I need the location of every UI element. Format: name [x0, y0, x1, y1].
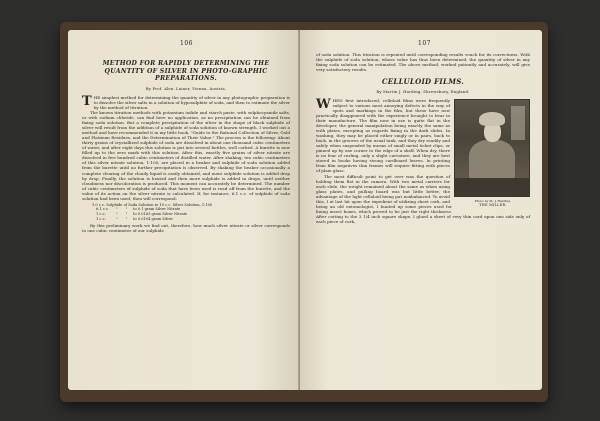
paragraph: By this preliminary work we find out, therefore, how much silver nitrate or silver corresponds to one cubic centimeter of our sulphide: [82, 223, 290, 234]
photo-figure-body: [469, 140, 515, 180]
paragraph: [82, 95, 290, 110]
miller-photo: [454, 99, 530, 197]
page-content: [316, 52, 530, 224]
drop-cap: W: [316, 96, 331, 112]
photo-credit: Photo by M. J. Harding.: [474, 198, 512, 203]
right-page: [300, 30, 542, 390]
photo-sill: [455, 178, 529, 196]
drop-cap: T: [82, 93, 92, 109]
page-number: 107: [418, 40, 431, 47]
paragraph-text: HEN first introduced, celluloid films were frequently subject to various most annoying defects in the way of spots and markings in the film, but these have now practically disappeared with the experience brought to bear in their manufacture. The film now in use is quite flat in the developer, the general manipulation being exactly the same as with plates, excepting as regards fixing in the dark slides. In washing, they may be placed either singly or in pairs, back to back, in the grooves of the usual tank, and they dry readily and safely when suspended by means of small metal ticket clips, or pinned up by one corner to the edge of a shelf. When dry, there is no fear of curling, only a slight curvature, and they are best stored in books having strong cardboard leaves. In printing from film negatives thin frames will require fitting with pieces of plain glass.: [316, 97, 450, 174]
table-row: 6.1 c.c. " " to 0.1 gram Silver Nitrate: [96, 207, 181, 212]
titration-table: [92, 202, 290, 221]
paragraph: of soda solution. This titration is repeated until corresponding results vouch for its correctness. With the sulphide of soda solution, whose value has thus been determined, the quantity of silver in any fixing soda solution can be estimated. The above method, worked patiently and accurately, will give very satisfactory results.: [316, 52, 530, 73]
paragraph: The known titration methods with potassium iodide and starch paste, with sulphocyanide salts, or with sodium chloride, can find here no application, as no precipitation can be obtained from fixing soda solution. But a complete precipitation of the silver in the shape of black sulphide of silver will result from the addition of a sulphide of soda solution of known strength. I worked out a method and have recommended it in my little book, "Guide to the Rational Collection of Silver, Gold and Platinum Residues, and the Determination of Their Value." The process is the following: About thirty grains of crystallized sulphide of soda are dissolved in about one thousand cubic centimeters of water, and after eight days this solution is put into several bottles, well corked. A burette is now filled up to the zero mark with this solution. After this, exactly five grains of silver nitrate are dissolved in five hundred cubic centimeters of distilled water. After shaking, ten cubic centimeters of this silver nitrate solution, 1:100, are placed in a beaker and sulphide of soda solution added from the burette until no further precipitation is observed. By shaking the beaker occasionally a complete clearing of the cloudy liquid is easily obtained, and more sulphide solution is added drop by drop. Finally, the solution is heated and then more sulphide is added in drops, until neither cloudiness nor discoloration is produced. This moment can accurately be determined. The number of cubic centimeters of sulphide of soda that have been used is read off from the burette, and the value of its action on the silver nitrate is calculated. If, for instance, 6.1 c.c. of sulphide of soda solution had been used, then will correspond:: [82, 109, 290, 201]
table-row: 1 c.c. " " to 0.0104 gram Silver: [96, 216, 173, 221]
page-content: [82, 52, 290, 233]
photo-figure-hat: [479, 112, 505, 126]
photo-title: THE MILLER.: [479, 202, 507, 207]
page-number: 106: [180, 40, 193, 47]
left-page: [68, 30, 300, 390]
table-row: 1 c.c. " " to 0.0163 gram Silver Nitrate: [96, 212, 188, 216]
table-head: 1.0 c.c. Sulphide of Soda Solution to 10 c.c. Silver Solution, 1:100: [92, 202, 213, 207]
photo-window: [511, 106, 525, 140]
paragraph-text: HE simplest method for determining the quantity of silver in any photographic preparation is to dissolve the silver salts in a solution of hyposulphite of soda, and then to estimate the silver by the method of titration.: [93, 94, 290, 110]
article-title: CELLULOID FILMS.: [381, 77, 465, 87]
article-byline: By Martin J. Harding, Shrewsbury, England.: [376, 88, 470, 94]
article-title: METHOD FOR RAPIDLY DETERMINING THE QUANTITY OF SILVER IN PHOTO-GRAPHIC PREPARATIONS.: [102, 60, 270, 83]
photo-caption: [456, 199, 530, 207]
article-byline: By Prof. Alex. Lainer, Vienna, Austria.: [145, 85, 227, 91]
paragraph: The most difficult point to get over was the question of holding them flat in the camera. With two metal carriers for each slide, the weight remained about the same as when using glass plates, and pulling board was but little better, the advantage of the light celluloid being put nonbalanced. To avoid this, I at last hit upon the expedient of utilizing sheet cork, and being an old entomologist, I hunted up some pieces used for lining insect boxes, which proved to be just the right thickness. After cutting to the 3 1/4 inch square shape, I glued a sheet of very thin card upon one side only of each piece of cork,: [316, 173, 530, 224]
